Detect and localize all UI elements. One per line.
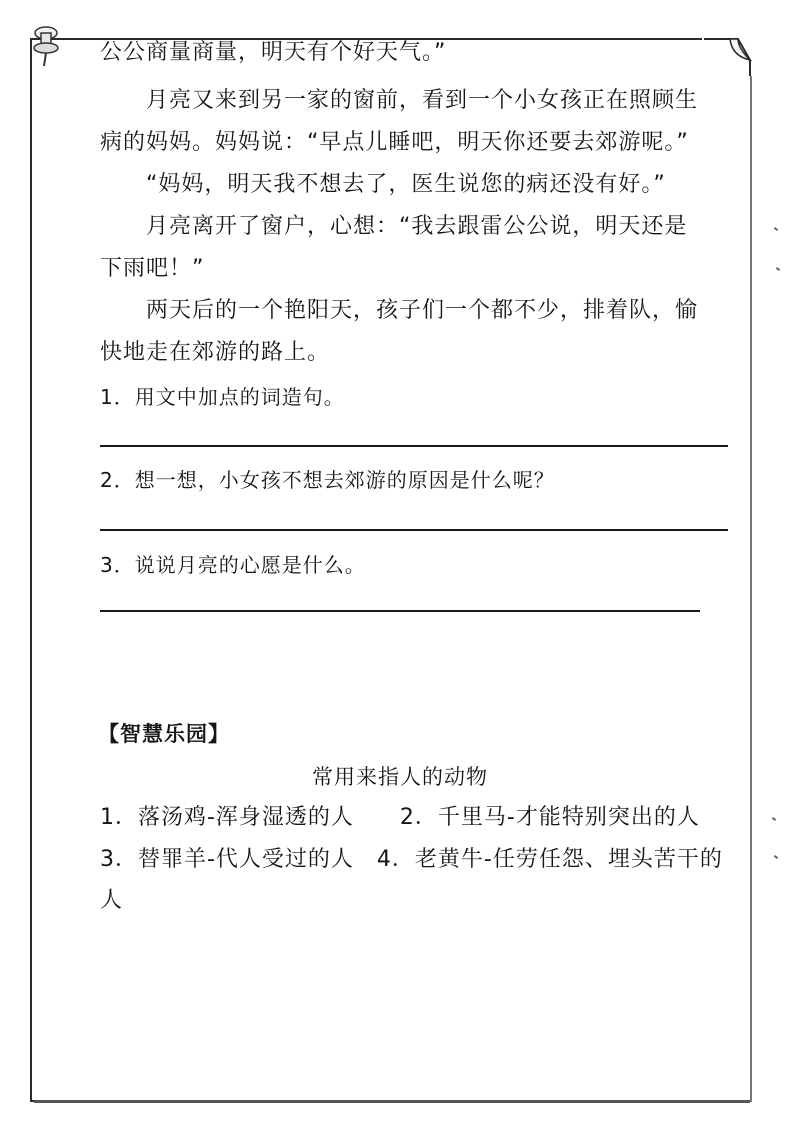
pushpin-icon (30, 24, 62, 68)
section-subtitle: 常用来指人的动物 (312, 765, 488, 789)
passage-line-2: 月亮又来到另一家的窗前，看到一个小女孩正在照顾生 (146, 88, 699, 113)
page-curl-icon (702, 38, 752, 76)
scan-speck (774, 227, 778, 231)
answer-line-2[interactable] (100, 529, 728, 531)
page-shadow-right (750, 70, 752, 1102)
page-shadow-bottom (34, 1100, 750, 1103)
scan-speck (772, 817, 776, 821)
passage-line-3: 病的妈妈。妈妈说：“早点儿睡吧，明天你还要去郊游呢。” (100, 130, 689, 155)
question-1: 1．用文中加点的词造句。 (100, 385, 345, 409)
section-heading: 【智慧乐园】 (98, 722, 230, 746)
passage-line-6: 下雨吧！” (100, 256, 205, 281)
idiom-line-2: 3．替罪羊-代人受过的人 4．老黄牛-任劳任怨、埋头苦干的 (100, 847, 723, 872)
scan-speck (776, 267, 780, 271)
idiom-line-1: 1．落汤鸡-浑身湿透的人 2．千里马-才能特别突出的人 (100, 805, 700, 830)
answer-line-3[interactable] (100, 610, 700, 612)
answer-line-1[interactable] (100, 445, 728, 447)
scan-speck (774, 855, 778, 859)
passage-line-7: 两天后的一个艳阳天，孩子们一个都不少，排着队，愉 (146, 298, 699, 323)
question-2: 2．想一想，小女孩不想去郊游的原因是什么呢？ (100, 468, 555, 492)
passage-line-8: 快地走在郊游的路上。 (100, 340, 331, 365)
question-3: 3．说说月亮的心愿是什么。 (100, 553, 366, 577)
passage-line-1: 公公商量商量，明天有个好天气。” (100, 40, 447, 65)
passage-line-5: 月亮离开了窗户，心想：“我去跟雷公公说，明天还是 (146, 214, 688, 239)
idiom-line-3: 人 (100, 888, 124, 913)
passage-line-4: “妈妈，明天我不想去了，医生说您的病还没有好。” (146, 172, 666, 197)
